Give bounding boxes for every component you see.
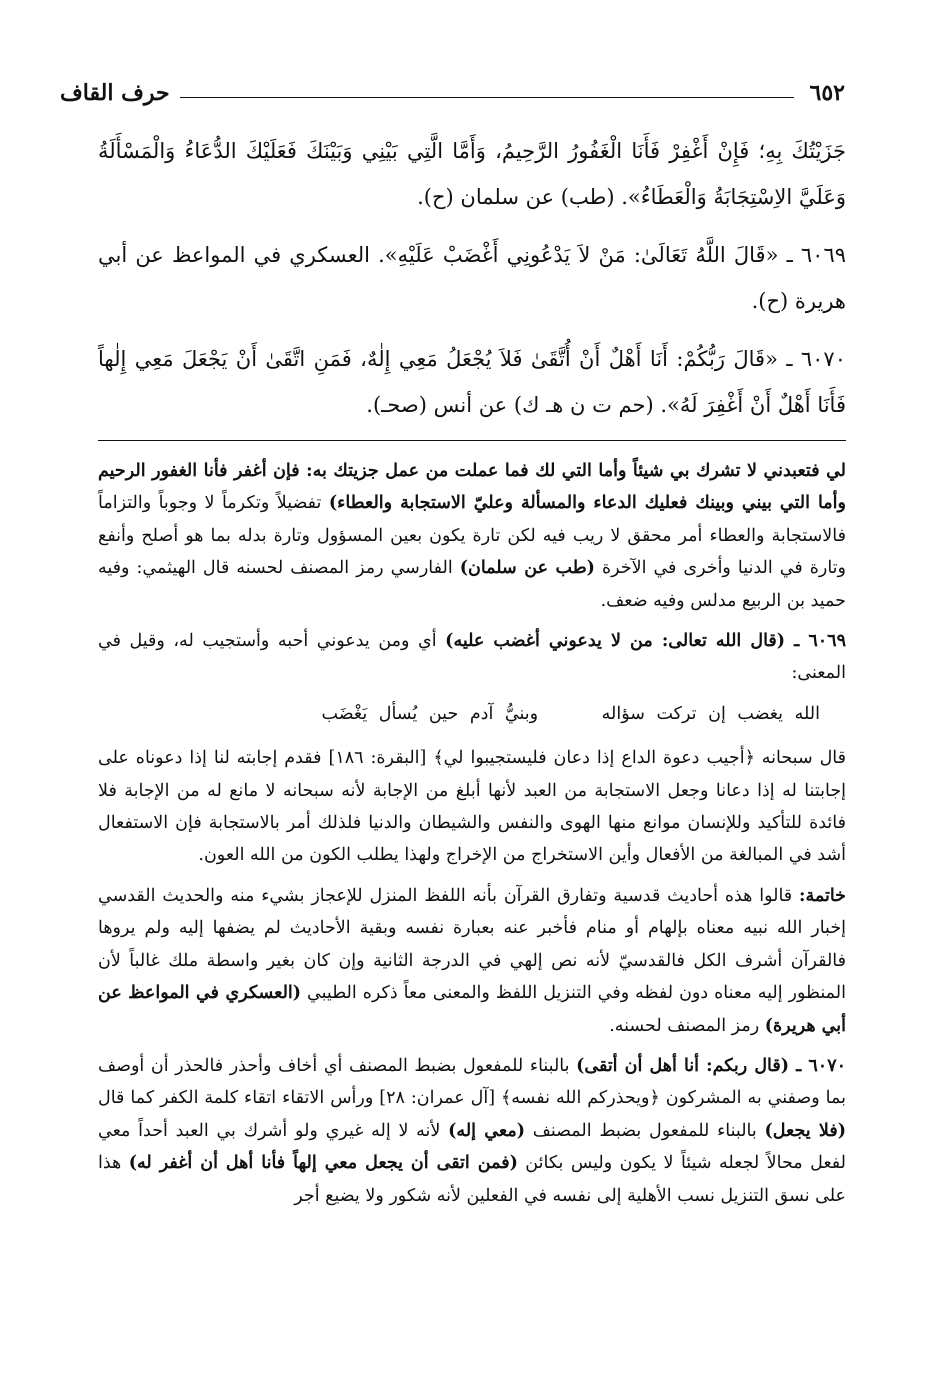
commentary-text: قالوا هذه أحاديث قدسية وتفارق القرآن بأنه اللفظ المنزل للإعجاز بشيء منه والحديث القدسي إخبار الله نبيه معناه بإلهام أو منام فأخبر عنه بعبارة نفسه وبقية الأحاديث لم يضفها إليه ولم يروها فالقرآن أشرف الكل فالقدسيّ لأنه نص إلهي في الدرجة الثانية وإن كان بغير واسطة ملك غالباً لأن المنظور إليه معناه دون لفظه وفي التنزيل اللفظ والمعنى معاً ذكره الطيبي	[98, 885, 846, 1004]
bold-quote: (معي إله)	[448, 1120, 525, 1141]
bold-quote: (طب عن سلمان)	[459, 558, 595, 579]
verse-hemistich-2: وبنيُّ آدم حين يُسأل يَغْضَب	[321, 703, 539, 724]
hadith-text: «قَالَ اللَّهُ تَعَالَىٰ: مَنْ لاَ يَدْعُونِي أَغْضَبْ عَلَيْهِ». العسكري في المواعظ عن أبي هريرة (ح).	[98, 243, 846, 313]
commentary-paragraph	[98, 1050, 846, 1212]
commentary-paragraph	[98, 455, 846, 617]
hadith-text: «قَالَ رَبُّكُمْ: أَنَا أَهْلٌ أَنْ أُتَّقَىٰ فَلاَ يُجْعَلُ مَعِي إِلٰهٌ، فَمَنِ اتَّقَىٰ أَنْ يَجْعَلَ مَعِي إِلٰهاً فَأَنَا أَهْلٌ أَنْ أَغْفِرَ لَهُ». (حم ت ن هـ ك) عن أنس (صحـ).	[98, 347, 846, 417]
commentary-text: بالبناء للمفعول بضبط المصنف	[524, 1120, 765, 1141]
hadith-number: ٦٠٦٩ ـ	[786, 243, 847, 267]
bold-quote: ٦٠٦٩ ـ (قال الله تعالى: من لا يدعوني أغضب عليه)	[445, 631, 846, 652]
commentary-paragraph	[98, 625, 846, 690]
hadith-continuation	[98, 128, 846, 220]
verse-hemistich-1: الله يغضب إن تركت سؤاله	[601, 703, 820, 724]
commentary	[98, 455, 846, 1220]
footnote-divider	[98, 440, 846, 441]
commentary-paragraph: قال سبحانه ﴿أجيب دعوة الداع إذا دعان فليستجيبوا لي﴾ [البقرة: ١٨٦] فقدم إجابته لنا إذا دعوناه على إجابتنا له إذا دعانا وجعل الاستجابة من العبد لأنها أبلغ من الإجابة لأنه سبحانه لا مانع له من الإجابة فلا فائدة للتأكيد وللإنسان موانع منها الهوى والنفس والشيطان والدنيا فلذلك أمر بالاستجابة فإن الاستفعال أشد في المبالغة من الأفعال وأين الاستخراج من الإخراج ولهذا يطلب الكون من الله العون.	[98, 748, 847, 866]
hadith-line-1: جَزَيْتُكَ بِهِ؛ فَإِنْ أَغْفِرْ فَأَنَا الْغَفُورُ الرَّحِيمُ، وَأَمَّا الَّتِي بَيْنِي وَبَيْنَكَ فَعَلَيْكَ الدُّعَاءُ وَالْمَسْأَلَةُ	[98, 139, 846, 163]
commentary-text: هذا على نسق التنزيل نسب الأهلية إلى نفسه في الفعلين لأنه شكور ولا يضيع أجر	[98, 1153, 846, 1206]
poetry-verse	[98, 698, 846, 730]
commentary-text: لأنه لا إله غيري ولو أشرك بي العبد أحداً معي لفعل محالاً لجعله شيئاً لا يكون وليس بكائن	[98, 1120, 846, 1174]
bold-quote: (العسكري في المواعظ عن أبي هريرة)	[98, 983, 846, 1036]
page-number: ٦٥٢	[809, 80, 845, 106]
bold-quote: (فلا يجعل)	[764, 1120, 846, 1141]
hadith-6070	[98, 336, 846, 428]
bold-quote: ٦٠٧٠ ـ (قال ربكم: أنا أهل أن أتقى)	[576, 1055, 847, 1076]
header-rule	[180, 97, 794, 98]
commentary-paragraph	[98, 880, 846, 1042]
commentary-text: أي ومن يدعوني أحبه وأستجيب له، وقيل في المعنى:	[98, 631, 846, 684]
hadith-line-2: وَعَلَيَّ الاِسْتِجَابَةُ وَالْعَطَاءُ». (طب) عن سلمان (ح).	[417, 185, 846, 209]
bold-quote: لي فتعبدني لا تشرك بي شيئاً وأما التي لك فما عملت من عمل جزيتك به: فإن أغفر فأنا الغفور الرحيم وأما التي بيني وبينك فعليك الدعاء والمسألة وعليّ الاستجابة والعطاء)	[98, 461, 846, 514]
commentary-text: الفارسي رمز المصنف لحسنه قال الهيثمي: وفيه حميد بن الربيع مدلس وفيه ضعف.	[98, 558, 846, 611]
bold-quote: خاتمة:	[799, 885, 846, 906]
page-header	[60, 72, 845, 106]
commentary-text: تفضيلاً وتكرماً لا وجوباً والتزاماً فالاستجابة والعطاء أمر محقق لا ريب فيه لكن تارة يكون بعين المسؤول وتارة بدله بما هو أصلح وأنفع وتارة في الدنيا وأخرى في الآخرة	[98, 493, 846, 579]
hadith-number: ٦٠٧٠ ـ	[786, 347, 846, 371]
hadith-6069	[98, 232, 846, 324]
main-text	[98, 128, 846, 440]
chapter-title: حرف القاف	[60, 80, 170, 106]
bold-quote: (فمن اتقى أن يجعل معي إلهاً فأنا أهل أن أغفر له)	[128, 1153, 518, 1174]
commentary-text: رمز المصنف لحسنه.	[609, 1015, 765, 1036]
commentary-text: بالبناء للمفعول بضبط المصنف أي أخاف وأحذر فالحذر أن أوصف بما وصفني به المشركون ﴿ويحذركم الله نفسه﴾ [آل عمران: ٢٨] ورأس الاتقاء اتقاء كلمة الكفر كما قال	[98, 1055, 846, 1109]
